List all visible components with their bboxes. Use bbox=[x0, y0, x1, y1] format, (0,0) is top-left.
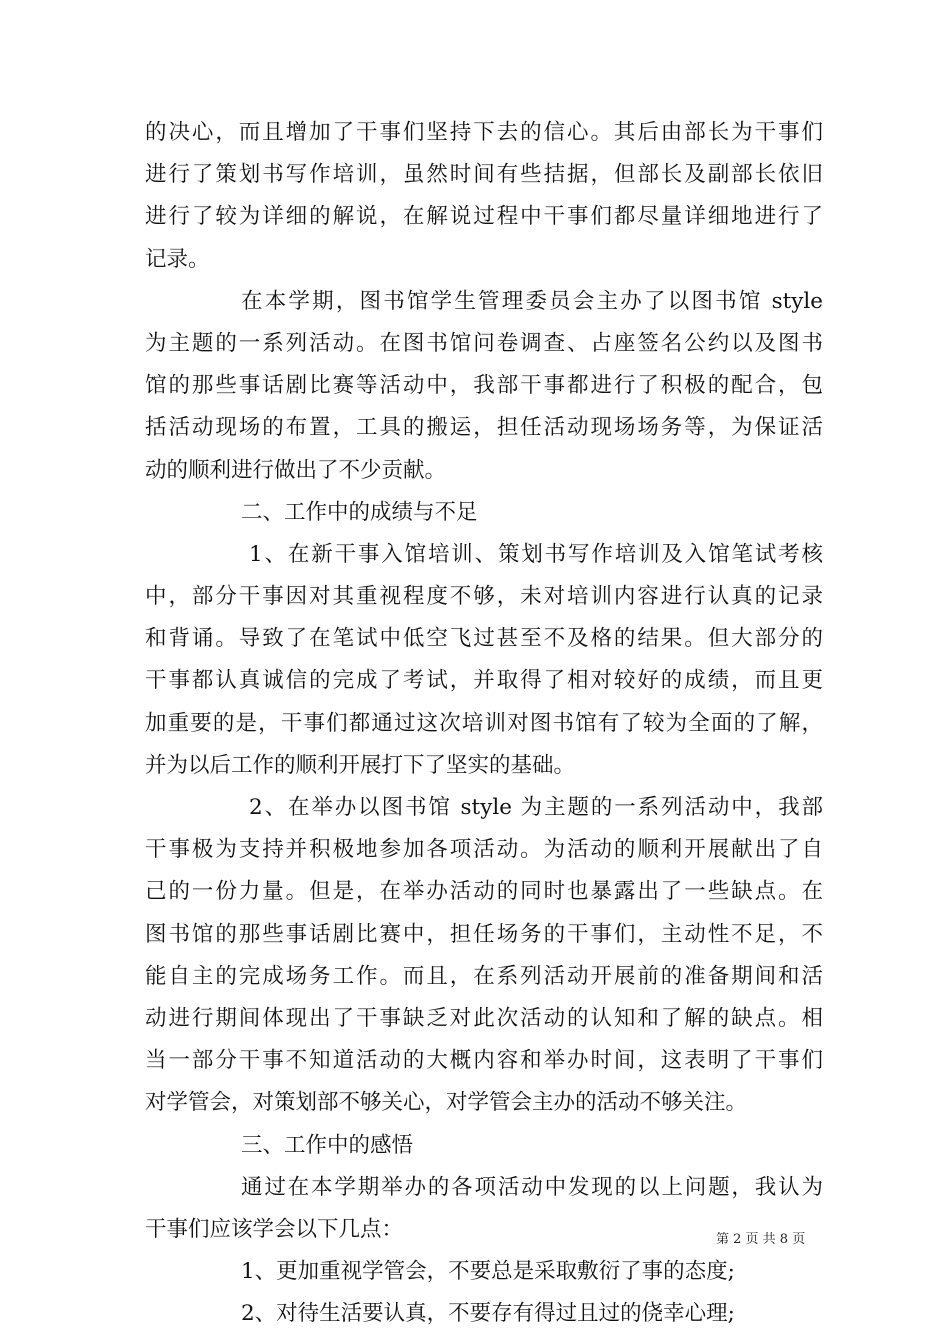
text-line: 干事极为支持并积极地参加各项活动。为活动的顺利开展献出了自 bbox=[145, 837, 823, 863]
text-line: 1、在新干事入馆培训、策划书写作培训及入馆笔试考核 bbox=[249, 541, 823, 567]
page-number: 第 2 页 共 8 页 bbox=[716, 1232, 806, 1247]
document-body bbox=[145, 112, 823, 1335]
text-line: 动进行期间体现出了干事缺乏对此次活动的认知和了解的缺点。相 bbox=[145, 1005, 823, 1031]
text-line: 进行了策划书写作培训，虽然时间有些拮据，但部长及副部长依旧 bbox=[145, 162, 823, 188]
list-item bbox=[145, 787, 823, 1125]
section-heading: 三、工作中的感悟 bbox=[241, 1132, 414, 1158]
text-line: 的决心，而且增加了干事们坚持下去的信心。其后由部长为干事们 bbox=[145, 120, 823, 145]
text-line: 通过在本学期举办的各项活动中发现的以上问题，我认为 bbox=[241, 1174, 823, 1200]
text-line: 馆的那些事话剧比赛等活动中，我部干事都进行了积极的配合，包 bbox=[145, 373, 823, 399]
text-line: 为主题的一系列活动。在图书馆问卷调查、占座签名公约以及图书 bbox=[145, 330, 823, 356]
text-line: 中，部分干事因对其重视程度不够，未对培训内容进行认真的记录 bbox=[145, 584, 823, 610]
text-line: 括活动现场的布置，工具的搬运，担任活动现场场务等，为保证活 bbox=[145, 415, 823, 441]
text-line: 干事们应该学会以下几点： bbox=[145, 1216, 404, 1242]
text-line: 2、在举办以图书馆 style 为主题的一系列活动中，我部 bbox=[249, 795, 823, 820]
text-line: 动的顺利进行做出了不少贡献。 bbox=[145, 457, 447, 483]
text-line: 干事都认真诚信的完成了考试，并取得了相对较好的成绩，而且更 bbox=[145, 668, 823, 694]
paragraph bbox=[145, 281, 823, 492]
text-line: 记录。 bbox=[145, 246, 210, 272]
section-heading: 二、工作中的成绩与不足 bbox=[241, 499, 478, 525]
text-line: 并为以后工作的顺利开展打下了坚实的基础。 bbox=[145, 752, 576, 778]
text-line: 图书馆的那些事话剧比赛中，担任场务的干事们，主动性不足，不 bbox=[145, 921, 823, 947]
text-line: 对学管会，对策划部不够关心，对学管会主办的活动不够关注。 bbox=[145, 1090, 748, 1116]
list-item: 2、对待生活要认真，不要存有得过且过的侥幸心理; bbox=[241, 1301, 735, 1327]
text-line: 己的一份力量。但是，在举办活动的同时也暴露出了一些缺点。在 bbox=[145, 879, 823, 905]
paragraph bbox=[145, 112, 823, 281]
text-line: 在本学期，图书馆学生管理委员会主办了以图书馆 style bbox=[241, 288, 823, 314]
text-line: 能自主的完成场务工作。而且，在系列活动开展前的准备期间和活 bbox=[145, 963, 823, 989]
text-line: 进行了较为详细的解说，在解说过程中干事们都尽量详细地进行了 bbox=[145, 204, 823, 230]
text-line: 和背诵。导致了在笔试中低空飞过甚至不及格的结果。但大部分的 bbox=[145, 626, 823, 652]
text-line: 当一部分干事不知道活动的大概内容和举办时间，这表明了干事们 bbox=[145, 1048, 823, 1074]
list-item bbox=[145, 534, 823, 787]
text-line: 加重要的是，干事们都通过这次培训对图书馆有了较为全面的了解， bbox=[145, 710, 823, 736]
list-item: 1、更加重视学管会，不要总是采取敷衍了事的态度; bbox=[241, 1259, 735, 1285]
